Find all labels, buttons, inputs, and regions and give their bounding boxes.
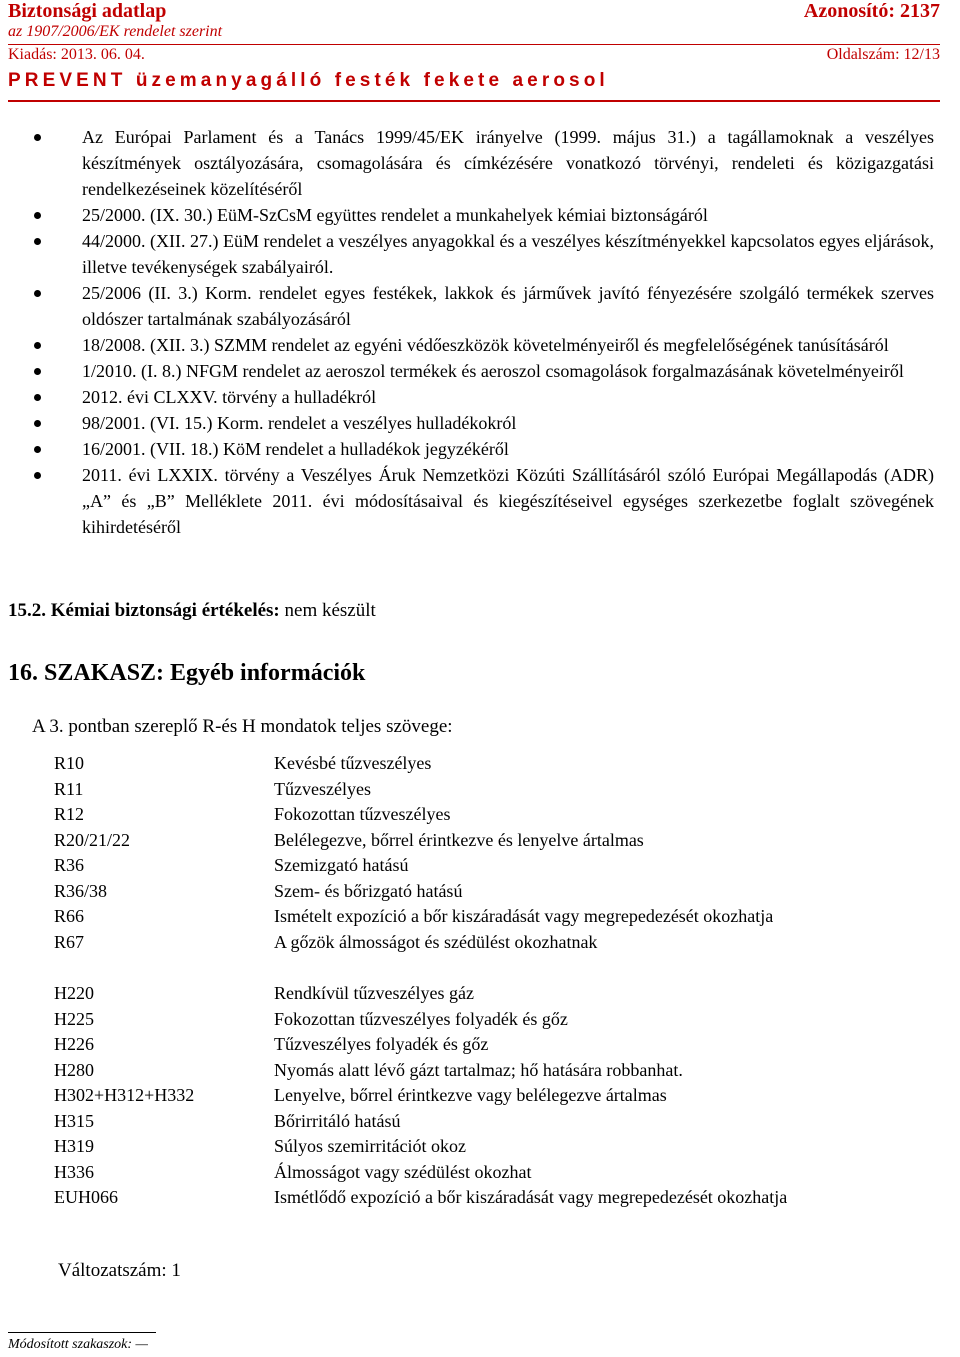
phrase-code: H226: [54, 1034, 94, 1054]
regulation-list: [24, 124, 934, 540]
table-row: [54, 1160, 787, 1186]
table-row: [54, 1007, 787, 1033]
bullet-icon: [34, 420, 41, 427]
table-row: [54, 1083, 787, 1109]
section-16-heading: 16. SZAKASZ: Egyéb információk: [8, 660, 366, 686]
table-row: [54, 751, 773, 777]
phrase-code: R12: [54, 804, 85, 824]
phrase-text: Fokozottan tűzveszélyes: [274, 804, 451, 824]
phrase-text: Szemizgató hatású: [274, 855, 409, 875]
page-number: Oldalszám: 12/13: [826, 46, 940, 63]
phrase-text: Nyomás alatt lévő gázt tartalmaz; hő hatására robbanhat.: [274, 1059, 683, 1080]
list-item: 25/2000. (IX. 30.) EüM-SzCsM együttes rendelet a munkahelyek kémiai biztonságáról: [24, 202, 934, 228]
table-row: [54, 1134, 787, 1160]
bullet-icon: [34, 394, 41, 401]
phrase-text: A gőzök álmosságot és szédülést okozhatnak: [274, 931, 598, 952]
bullet-icon: [34, 446, 41, 453]
bullet-icon: [34, 290, 41, 297]
header-row-3: [8, 46, 940, 64]
phrase-code: H336: [54, 1161, 94, 1182]
list-item: 98/2001. (VI. 15.) Korm. rendelet a veszélyes hulladékokról: [24, 410, 934, 436]
phrase-code: H319: [54, 1136, 94, 1156]
list-item: Az Európai Parlament és a Tanács 1999/45/EK irányelve (1999. május 31.) a tagállamoknak a veszélyes készítmények osztályozására, csomagolására és címkézésére vonatkozó törvényi, rendeleti és közigazgatási rendelkezéseinek közelítéséről: [24, 124, 934, 202]
phrase-text: Ismétlődő expozíció a bőr kiszáradását vagy megrepedezését okozhatja: [274, 1187, 788, 1207]
list-item: 1/2010. (I. 8.) NFGM rendelet az aeroszol termékek és aeroszol csomagolások forgalmazásának követelményeiről: [24, 358, 934, 384]
list-item: 25/2006 (II. 3.) Korm. rendelet egyes festékek, lakkok és járművek javító fényezésére szolgáló termékek szerves oldószer tartalmának szabályozásáról: [24, 280, 934, 332]
section-15-2: [8, 600, 376, 622]
table-row: [54, 879, 773, 905]
phrase-code: R20/21/22: [54, 829, 131, 850]
phrase-text: Lenyelve, bőrrel érintkezve vagy belélegezve ártalmas: [274, 1085, 667, 1105]
table-row: [54, 930, 773, 956]
phrase-code: R10: [54, 753, 85, 773]
phrase-code: EUH066: [54, 1187, 118, 1207]
document-identifier: Azonosító: 2137: [803, 0, 940, 22]
section-15-2-value: nem készült: [284, 600, 376, 621]
phrase-code: R36/38: [54, 880, 108, 901]
phrase-text: Belélegezve, bőrrel érintkezve és lenyelve ártalmas: [274, 829, 644, 850]
phrase-text: Tűzveszélyes folyadék és gőz: [274, 1034, 489, 1054]
bullet-icon: [34, 342, 41, 349]
phrase-text: Tűzveszélyes: [274, 778, 371, 799]
table-row: [54, 1058, 787, 1084]
list-item: 44/2000. (XII. 27.) EüM rendelet a veszélyes anyagokkal és a veszélyes készítményekkel kapcsolatos egyes eljárások, illetve tevékenységek szabályairól.: [24, 228, 934, 280]
header-divider: [8, 44, 940, 45]
phrase-code: R66: [54, 906, 85, 926]
bullet-icon: [34, 238, 41, 245]
bullet-icon: [34, 212, 41, 219]
phrase-text: Fokozottan tűzveszélyes folyadék és gőz: [274, 1008, 568, 1029]
phrase-code: H225: [54, 1008, 94, 1029]
phrase-text: Ismételt expozíció a bőr kiszáradását vagy megrepedezését okozhatja: [274, 906, 774, 926]
phrase-code: R67: [54, 931, 85, 952]
bullet-icon: [34, 368, 41, 375]
table-row: [54, 853, 773, 879]
table-row: [54, 777, 773, 803]
table-row: [54, 802, 773, 828]
list-item: 18/2008. (XII. 3.) SZMM rendelet az egyéni védőeszközök követelményeiről és megfelelőségének tanúsításáról: [24, 332, 934, 358]
phrase-text: Rendkívül tűzveszélyes gáz: [274, 983, 474, 1003]
table-row: [54, 981, 787, 1007]
version-number: Változatszám: 1: [58, 1260, 181, 1281]
table-row: [54, 1032, 787, 1058]
phrase-code: R36: [54, 855, 85, 875]
list-item: 16/2001. (VII. 18.) KöM rendelet a hulladékok jegyzékéről: [24, 436, 934, 462]
phrases-intro: A 3. pontban szereplő R-és H mondatok teljes szövege:: [32, 716, 453, 737]
section-15-2-label: 15.2. Kémiai biztonsági értékelés:: [8, 600, 280, 621]
phrase-text: Bőrirritáló hatású: [274, 1110, 401, 1131]
product-name: PREVENT üzemanyagálló festék fekete aerosol: [8, 70, 609, 91]
phrase-text: Súlyos szemirritációt okoz: [274, 1136, 466, 1156]
phrase-code: R11: [54, 778, 84, 799]
list-item: 2012. évi CLXXV. törvény a hulladékról: [24, 384, 934, 410]
phrase-text: Kevésbé tűzveszélyes: [274, 753, 432, 773]
phrase-text: Szem- és bőrizgató hatású: [274, 880, 463, 901]
phrase-code: H315: [54, 1110, 94, 1131]
table-row: [54, 1109, 787, 1135]
header-rule: [8, 100, 940, 102]
footer-rule: [8, 1332, 156, 1333]
modified-sections: Módosított szakaszok: —: [8, 1337, 148, 1352]
list-item: 2011. évi LXXIX. törvény a Veszélyes Áruk Nemzetközi Közúti Szállításáról szóló Európai Megállapodás (ADR) „A” és „B” Melléklete 2011. évi módosításaival és kiegészítéseivel egységes szerkezetbe foglalt szövegének kihirdetéséről: [24, 462, 934, 540]
table-row: [54, 1185, 787, 1211]
regulation-reference: az 1907/2006/EK rendelet szerint: [8, 23, 223, 40]
phrase-code: H280: [54, 1059, 94, 1080]
document-title: Biztonsági adatlap: [8, 0, 167, 22]
bullet-icon: [34, 134, 41, 141]
phrase-text: Álmosságot vagy szédülést okozhat: [274, 1161, 532, 1182]
h-phrase-table: [54, 981, 787, 1211]
table-row: [54, 828, 773, 854]
phrase-code: H302+H312+H332: [54, 1085, 195, 1105]
bullet-icon: [34, 472, 41, 479]
phrase-code: H220: [54, 983, 94, 1003]
table-row: [54, 904, 773, 930]
issue-date: Kiadás: 2013. 06. 04.: [8, 46, 145, 63]
r-phrase-table: [54, 751, 773, 955]
